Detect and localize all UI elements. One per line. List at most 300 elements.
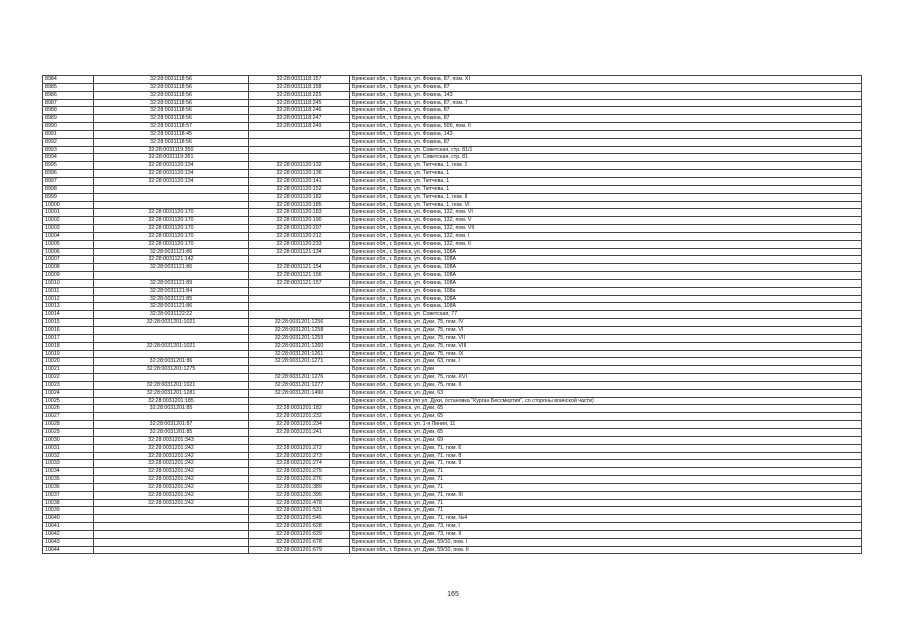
parcel-number-cell: 32:28:0031201:1021 [94,342,249,350]
row-number-cell: 8989 [43,115,94,123]
table-row [43,350,862,358]
table-row [43,177,862,185]
table-row [43,389,862,397]
table-row [43,154,862,162]
object-number-cell: 32:28:0031121:157 [249,279,350,287]
parcel-number-cell [94,350,249,358]
page-number: 165 [447,591,459,598]
row-number-cell: 10036 [43,483,94,491]
row-number-cell: 10017 [43,334,94,342]
row-number-cell: 10027 [43,413,94,421]
parcel-number-cell: 32:28:0031120:170 [94,209,249,217]
table-row [43,405,862,413]
address-cell: Брянская обл., г. Брянск, ул. Советская, стр. 81 [350,154,862,162]
row-number-cell: 10015 [43,319,94,327]
row-number-cell: 10001 [43,209,94,217]
row-number-cell: 10005 [43,240,94,248]
address-cell: Брянская обл., г. Брянск, ул. Дуки, 75, пом. XVI [350,374,862,382]
row-number-cell: 10008 [43,264,94,272]
row-number-cell: 10029 [43,428,94,436]
address-cell: Брянская обл., г. Брянск, ул. Дуки, 65 [350,428,862,436]
table-row [43,381,862,389]
object-number-cell: 32:28:0031201:1258 [249,327,350,335]
address-cell: Брянская обл., г. Брянск, ул. Дуки, 75, пом. VI [350,327,862,335]
object-number-cell: 32:28:0031120:185 [249,201,350,209]
address-cell: Брянская обл., г. Брянск, ул. Дуки, 71, пом. 9 [350,460,862,468]
row-number-cell: 10043 [43,538,94,546]
object-number-cell: 32:28:0031118:245 [249,99,350,107]
address-cell: Брянская обл., г. Брянск, ул. Фокина, 108А [350,256,862,264]
row-number-cell: 10003 [43,225,94,233]
row-number-cell: 10010 [43,279,94,287]
parcel-number-cell [94,538,249,546]
row-number-cell: 8985 [43,83,94,91]
table-row [43,170,862,178]
row-number-cell: 10022 [43,374,94,382]
parcel-number-cell: 32:28:0031121:142 [94,256,249,264]
parcel-number-cell: 32:28:0031120:134 [94,170,249,178]
table-row [43,83,862,91]
address-cell: Брянская обл., г. Брянск, ул. Фокина, 108А [350,264,862,272]
parcel-number-cell: 32:28:0031121:86 [94,248,249,256]
table-row [43,146,862,154]
object-number-cell: 32:28:0031201:1271 [249,358,350,366]
object-number-cell: 32:28:0031201:272 [249,444,350,452]
table-row [43,193,862,201]
row-number-cell: 8995 [43,162,94,170]
parcel-number-cell [94,413,249,421]
row-number-cell: 10035 [43,476,94,484]
row-number-cell: 10028 [43,421,94,429]
row-number-cell: 8996 [43,170,94,178]
object-number-cell: 32:28:0031201:241 [249,428,350,436]
object-number-cell: 32:28:0031118:246 [249,107,350,115]
table-row [43,327,862,335]
parcel-number-cell: 32:28:0031201:242 [94,491,249,499]
parcel-number-cell: 32:28:0031201:242 [94,460,249,468]
parcel-number-cell: 32:28:0031201:242 [94,444,249,452]
row-number-cell: 10007 [43,256,94,264]
parcel-number-cell: 32:28:0031201:242 [94,452,249,460]
address-cell: Брянская обл., г. Брянск, ул. Дуки, 63, пом. I [350,358,862,366]
object-number-cell [249,295,350,303]
address-cell: Брянская обл., г. Брянск, ул. Дуки, 65 [350,413,862,421]
row-number-cell: 10019 [43,350,94,358]
row-number-cell: 10011 [43,287,94,295]
address-cell: Брянская обл., г. Брянск, ул. Фокина, 132, пом. VII [350,225,862,233]
row-number-cell: 10023 [43,381,94,389]
row-number-cell: 10031 [43,444,94,452]
table-row [43,287,862,295]
address-cell: Брянская обл., г. Брянск, ул. Фокина, 132, пом. I [350,232,862,240]
address-cell: Брянская обл., г. Брянск, ул. Тютчева, 1 [350,177,862,185]
parcel-number-cell [94,546,249,554]
object-number-cell: 32:28:0031118:247 [249,115,350,123]
table-row [43,530,862,538]
table-row [43,279,862,287]
row-number-cell: 8997 [43,177,94,185]
object-number-cell: 32:28:0031121:154 [249,264,350,272]
object-number-cell: 32:28:0031201:1259 [249,334,350,342]
table-row [43,366,862,374]
table-row [43,319,862,327]
address-cell: Брянская обл., г. Брянск, ул. Дуки, 73, пом. I [350,523,862,531]
table-row [43,217,862,225]
object-number-cell [249,138,350,146]
table-row [43,444,862,452]
row-number-cell: 10002 [43,217,94,225]
object-number-cell: 32:28:0031201:389 [249,483,350,491]
address-cell: Брянская обл., г. Брянск, ул. Дуки, 75, пом. IV [350,319,862,327]
address-cell: Брянская обл., г. Брянск, ул. Дуки, 71 [350,468,862,476]
address-cell: Брянская обл., г. Брянск, ул. Дуки, 71 [350,507,862,515]
object-number-cell: 32:28:0031201:1277 [249,381,350,389]
table-row [43,342,862,350]
parcel-number-cell: 32:28:0031118:56 [94,115,249,123]
table-row [43,374,862,382]
object-number-cell: 32:28:0031201:274 [249,460,350,468]
table-row [43,358,862,366]
table-row [43,264,862,272]
address-cell: Брянская обл., г. Брянск, ул. Тютчева, 1, пом. 1 [350,162,862,170]
table-row [43,436,862,444]
address-cell: Брянская обл., г. Брянск, ул. Фокина, 87, пом. 7 [350,99,862,107]
object-number-cell: 32:28:0031118:249 [249,123,350,131]
table-row [43,201,862,209]
row-number-cell: 8992 [43,138,94,146]
object-number-cell [249,436,350,444]
parcel-number-cell: 32:28:0031201:1021 [94,319,249,327]
object-number-cell: 32:28:0031201:1490 [249,389,350,397]
table-row [43,428,862,436]
address-cell: Брянская обл., г. Брянск, ул. Дуки, 71 [350,476,862,484]
address-cell: Брянская обл., г. Брянск, ул. Фокина, 132, пом. V [350,217,862,225]
row-number-cell: 10024 [43,389,94,397]
table-row [43,115,862,123]
object-number-cell: 32:28:0031121:156 [249,272,350,280]
row-number-cell: 10014 [43,311,94,319]
address-cell: Брянская обл., г. Брянск, ул. Фокина, 87 [350,138,862,146]
parcel-number-cell [94,201,249,209]
parcel-number-cell: 32:28:0031122:22 [94,311,249,319]
parcel-number-cell [94,334,249,342]
object-number-cell: 32:28:0031118:158 [249,83,350,91]
address-cell: Брянская обл., г. Брянск, ул. Фокина, 108А [350,272,862,280]
parcel-number-cell: 32:28:0031121:84 [94,287,249,295]
table-row [43,397,862,405]
row-number-cell: 8987 [43,99,94,107]
table-row [43,468,862,476]
object-number-cell: 32:28:0031120:183 [249,209,350,217]
parcel-number-cell: 32:28:0031118:56 [94,99,249,107]
parcel-number-cell: 32:28:0031119:351 [94,154,249,162]
object-number-cell [249,130,350,138]
table-row [43,185,862,193]
address-cell: Брянская обл., г. Брянск, ул. Дуки, 65 [350,405,862,413]
address-cell: Брянская обл., г. Брянск, ул. Дуки, 71, пом. III [350,491,862,499]
parcel-number-cell: 32:28:0031120:134 [94,162,249,170]
row-number-cell: 10004 [43,232,94,240]
address-cell: Брянская обл., г. Брянск, ул. Дуки, 71, пом. 6 [350,444,862,452]
table-row [43,107,862,115]
parcel-number-cell: 32:28:0031120:170 [94,225,249,233]
address-cell: Брянская обл., г. Брянск, ул. Дуки, 71 [350,483,862,491]
table-row [43,538,862,546]
parcel-number-cell [94,507,249,515]
row-number-cell: 10040 [43,515,94,523]
object-number-cell: 32:28:0031201:628 [249,523,350,531]
address-cell: Брянская обл., г. Брянск, ул. Советская, 77 [350,311,862,319]
table-row [43,232,862,240]
row-number-cell: 10025 [43,397,94,405]
table-row [43,209,862,217]
object-number-cell: 32:28:0031120:212 [249,232,350,240]
object-number-cell: 32:28:0031201:545 [249,515,350,523]
parcel-number-cell: 32:28:0031201:242 [94,468,249,476]
table-row [43,256,862,264]
row-number-cell: 10021 [43,366,94,374]
address-cell: Брянская обл., г. Брянск, ул. Дуки, 63 [350,389,862,397]
parcel-number-cell: 32:28:0031201:242 [94,499,249,507]
row-number-cell: 8991 [43,130,94,138]
address-cell: Брянская обл., г. Брянск, ул. Фокина, 108а [350,287,862,295]
row-number-cell: 10042 [43,530,94,538]
address-cell: Брянская обл., г. Брянск, ул. 1-я Линия, 11 [350,421,862,429]
table-row [43,491,862,499]
address-cell: Брянская обл., г. Брянск, ул. Фокина, 108А [350,248,862,256]
address-cell: Брянская обл., г. Брянск, ул. Дуки, 69 [350,436,862,444]
parcel-number-cell: 32:28:0031120:134 [94,177,249,185]
object-number-cell [249,256,350,264]
object-number-cell: 32:28:0031201:1256 [249,319,350,327]
address-cell: Брянская обл., г. Брянск, ул. Фокина, 143 [350,130,862,138]
parcel-number-cell [94,272,249,280]
parcel-number-cell: 32:28:0031120:170 [94,240,249,248]
address-cell: Брянская обл., г. Брянск, ул. Дуки, 71 [350,499,862,507]
table-row [43,546,862,554]
parcel-number-cell: 32:28:0031201:1281 [94,389,249,397]
parcel-number-cell: 32:28:0031118:56 [94,83,249,91]
row-number-cell: 8999 [43,193,94,201]
cadastral-register-table [42,75,862,554]
object-number-cell: 32:28:0031201:395 [249,491,350,499]
object-number-cell: 32:28:0031201:273 [249,452,350,460]
parcel-number-cell: 32:28:0031118:56 [94,138,249,146]
address-cell: Брянская обл., г. Брянск, ул. Фокина, 108А [350,279,862,287]
parcel-number-cell: 32:28:0031201:242 [94,483,249,491]
row-number-cell: 10039 [43,507,94,515]
object-number-cell [249,287,350,295]
address-cell: Брянская обл., г. Брянск, ул. Дуки, 75, пом. VII [350,334,862,342]
row-number-cell: 10033 [43,460,94,468]
parcel-number-cell [94,523,249,531]
row-number-cell: 10006 [43,248,94,256]
parcel-number-cell: 32:28:0031201:185 [94,397,249,405]
object-number-cell: 32:28:0031120:141 [249,177,350,185]
table-row [43,123,862,131]
table-row [43,476,862,484]
address-cell: Брянская обл., г. Брянск, ул. Дуки, 75, пом. II [350,381,862,389]
address-cell: Брянская обл., г. Брянск, ул. Дуки, 71, пом. №4 [350,515,862,523]
row-number-cell: 8998 [43,185,94,193]
table-row [43,138,862,146]
address-cell: Брянская обл., г. Брянск, ул. Тютчева, 1, пом. VI [350,201,862,209]
object-number-cell: 32:28:0031201:232 [249,413,350,421]
table-row [43,515,862,523]
parcel-number-cell: 32:28:0031201:1021 [94,381,249,389]
object-number-cell [249,311,350,319]
row-number-cell: 10020 [43,358,94,366]
object-number-cell: 32:28:0031201:1260 [249,342,350,350]
table-row [43,452,862,460]
address-cell: Брянская обл., г. Брянск, ул. Фокина, 87 [350,115,862,123]
table-row [43,523,862,531]
parcel-number-cell: 32:28:0031201:85 [94,428,249,436]
address-cell: Брянская обл., г. Брянск, ул. Фокина, 87 [350,83,862,91]
row-number-cell: 8984 [43,76,94,84]
table-row [43,91,862,99]
row-number-cell: 10041 [43,523,94,531]
address-cell: Брянская обл., г. Брянск, ул. Фокина, 108А [350,303,862,311]
parcel-number-cell: 32:28:0031118:56 [94,76,249,84]
table-row [43,130,862,138]
row-number-cell: 10037 [43,491,94,499]
address-cell: Брянская обл., г. Брянск, ул. Дуки, 75, пом. IX [350,350,862,358]
table-row [43,421,862,429]
address-cell: Брянская обл., г. Брянск, ул. Советская, стр. 81/1 [350,146,862,154]
address-cell: Брянская обл., г. Брянск (по ул. Дуки, остановка "Курган Бессмертия", со стороны воинской части) [350,397,862,405]
address-cell: Брянская обл., г. Брянск, ул. Тютчева, 1, пом. II [350,193,862,201]
object-number-cell: 32:28:0031201:234 [249,421,350,429]
object-number-cell: 32:28:0031120:207 [249,225,350,233]
object-number-cell: 32:28:0031118:157 [249,76,350,84]
table-row [43,483,862,491]
object-number-cell: 32:28:0031201:1261 [249,350,350,358]
object-number-cell: 32:28:0031120:182 [249,193,350,201]
object-number-cell: 32:28:0031201:182 [249,405,350,413]
table-row [43,303,862,311]
address-cell: Брянская обл., г. Брянск, ул. Фокина, 50б, пом. II [350,123,862,131]
parcel-number-cell [94,327,249,335]
table-row [43,499,862,507]
object-number-cell [249,146,350,154]
object-number-cell [249,397,350,405]
parcel-number-cell [94,530,249,538]
table-row [43,272,862,280]
address-cell: Брянская обл., г. Брянск, ул. Фокина, 132, пом. VI [350,209,862,217]
table-row [43,311,862,319]
parcel-number-cell: 32:28:0031118:56 [94,107,249,115]
row-number-cell: 8994 [43,154,94,162]
table-row [43,225,862,233]
address-cell: Брянская обл., г. Брянск, ул. Дуки, 75, пом. VIII [350,342,862,350]
parcel-number-cell: 32:28:0031201:242 [94,476,249,484]
table-row [43,295,862,303]
object-number-cell: 32:28:0031121:134 [249,248,350,256]
object-number-cell: 32:28:0031201:531 [249,507,350,515]
parcel-number-cell: 32:28:0031201:86 [94,358,249,366]
row-number-cell: 10000 [43,201,94,209]
table-row [43,507,862,515]
object-number-cell [249,366,350,374]
table-body [43,76,862,554]
table-row [43,162,862,170]
address-cell: Брянская обл., г. Брянск, ул. Фокина, 143 [350,91,862,99]
parcel-number-cell: 32:28:0031201:1275 [94,366,249,374]
row-number-cell: 8990 [43,123,94,131]
object-number-cell [249,303,350,311]
row-number-cell: 10012 [43,295,94,303]
address-cell: Брянская обл., г. Брянск, ул. Тютчева, 1 [350,170,862,178]
parcel-number-cell: 32:28:0031118:45 [94,130,249,138]
address-cell: Брянская обл., г. Брянск, ул. Фокина, 87, пом. XI [350,76,862,84]
parcel-number-cell: 32:28:0031120:170 [94,217,249,225]
row-number-cell: 10013 [43,303,94,311]
object-number-cell: 32:28:0031201:629 [249,530,350,538]
row-number-cell: 10030 [43,436,94,444]
parcel-number-cell: 32:28:0031121:85 [94,295,249,303]
object-number-cell [249,154,350,162]
object-number-cell: 32:28:0031120:233 [249,240,350,248]
object-number-cell: 32:28:0031201:276 [249,476,350,484]
address-cell: Брянская обл., г. Брянск, ул. Дуки [350,366,862,374]
address-cell: Брянская обл., г. Брянск, ул. Дуки, 59/10, пом. II [350,546,862,554]
parcel-number-cell [94,185,249,193]
parcel-number-cell [94,374,249,382]
row-number-cell: 10034 [43,468,94,476]
table-row [43,248,862,256]
object-number-cell: 32:28:0031120:190 [249,217,350,225]
row-number-cell: 10044 [43,546,94,554]
object-number-cell: 32:28:0031201:478 [249,499,350,507]
object-number-cell: 32:28:0031120:152 [249,185,350,193]
object-number-cell: 32:28:0031201:1276 [249,374,350,382]
row-number-cell: 10032 [43,452,94,460]
parcel-number-cell: 32:28:0031201:343 [94,436,249,444]
address-cell: Брянская обл., г. Брянск, ул. Фокина, 132, пом. II [350,240,862,248]
address-cell: Брянская обл., г. Брянск, ул. Дуки, 59/10, пом. I [350,538,862,546]
row-number-cell: 10018 [43,342,94,350]
parcel-number-cell: 32:28:0031201:85 [94,405,249,413]
table-row [43,99,862,107]
parcel-number-cell: 32:28:0031118:57 [94,123,249,131]
parcel-number-cell [94,193,249,201]
row-number-cell: 10016 [43,327,94,335]
row-number-cell: 8988 [43,107,94,115]
table-row [43,240,862,248]
object-number-cell: 32:28:0031201:678 [249,538,350,546]
address-cell: Брянская обл., г. Брянск, ул. Фокина, 87 [350,107,862,115]
row-number-cell: 10009 [43,272,94,280]
object-number-cell: 32:28:0031120:132 [249,162,350,170]
object-number-cell: 32:28:0031120:136 [249,170,350,178]
row-number-cell: 8993 [43,146,94,154]
row-number-cell: 10038 [43,499,94,507]
parcel-number-cell: 32:28:0031118:56 [94,91,249,99]
address-cell: Брянская обл., г. Брянск, ул. Фокина, 108А [350,295,862,303]
object-number-cell: 32:28:0031201:275 [249,468,350,476]
parcel-number-cell: 32:28:0031121:86 [94,264,249,272]
object-number-cell: 32:28:0031118:225 [249,91,350,99]
table-row [43,76,862,84]
parcel-number-cell: 32:28:0031201:87 [94,421,249,429]
parcel-number-cell [94,515,249,523]
parcel-number-cell: 32:28:0031119:350 [94,146,249,154]
parcel-number-cell: 32:28:0031120:170 [94,232,249,240]
object-number-cell: 32:28:0031201:679 [249,546,350,554]
table-row [43,460,862,468]
address-cell: Брянская обл., г. Брянск, ул. Дуки, 73, пом. II [350,530,862,538]
